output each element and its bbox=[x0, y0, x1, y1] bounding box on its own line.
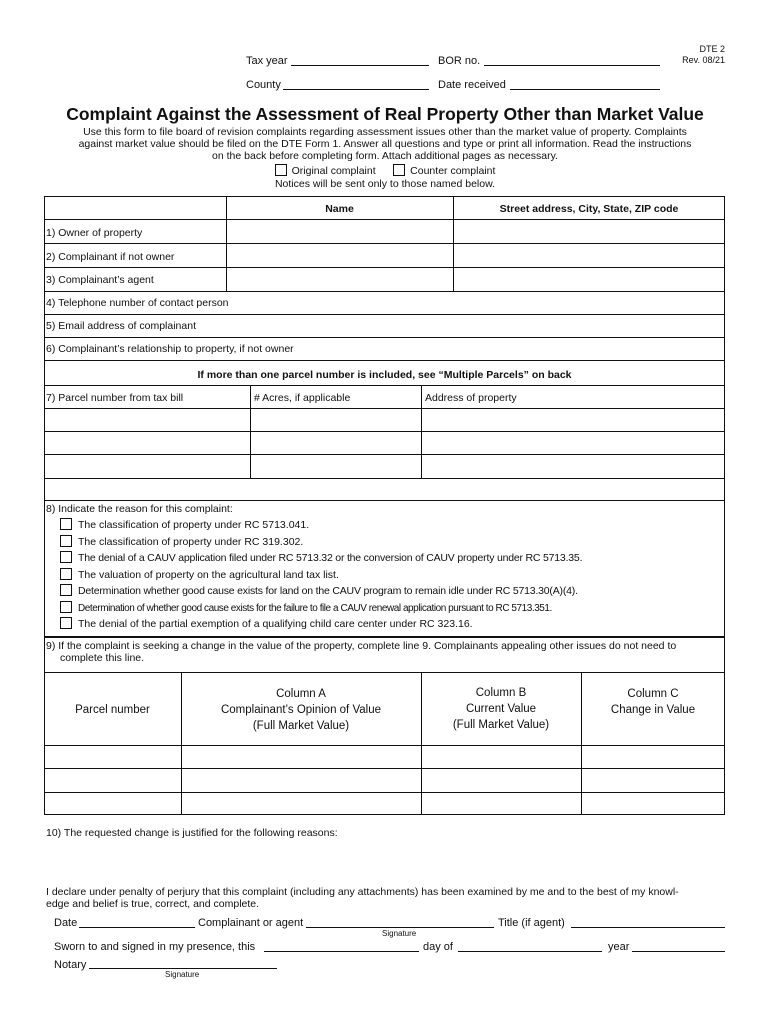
county-label: County bbox=[246, 79, 281, 91]
reason-checkbox-2[interactable] bbox=[60, 535, 72, 547]
reason-checkbox-5[interactable] bbox=[60, 584, 72, 596]
sworn-month-field[interactable] bbox=[458, 951, 602, 952]
complainant-if-not-owner-label: 2) Complainant if not owner bbox=[46, 251, 175, 263]
multiple-parcels-banner: If more than one parcel number is included, see “Multiple Parcels” on back bbox=[197, 369, 572, 381]
reason-label: The classification of property under RC 319.302. bbox=[78, 536, 304, 548]
complaint-type-row bbox=[0, 164, 770, 177]
column-c-header bbox=[581, 686, 725, 718]
column-a-note: (Full Market Value) bbox=[252, 720, 350, 732]
title-field[interactable] bbox=[571, 927, 725, 928]
column-b-note: (Full Market Value) bbox=[452, 719, 550, 731]
reason-heading: 8) Indicate the reason for this complaint: bbox=[46, 503, 233, 515]
reason-item bbox=[60, 601, 552, 614]
form-id: DTE 2 bbox=[699, 44, 725, 54]
address-column-header: Street address, City, State, ZIP code bbox=[499, 203, 679, 215]
sworn-day-field[interactable] bbox=[264, 951, 419, 952]
owner-of-property-label: 1) Owner of property bbox=[46, 227, 143, 239]
day-of-label: day of bbox=[423, 941, 453, 953]
reason-checkbox-7[interactable] bbox=[60, 617, 72, 629]
justification-label: 10) The requested change is justified for the following reasons: bbox=[46, 827, 338, 839]
date-field[interactable] bbox=[79, 927, 195, 928]
agent-address-input[interactable] bbox=[454, 268, 724, 291]
instructions-line-2: against market value should be filed on the DTE Form 1. Answer all questions and type or print all information. Read the instructions bbox=[78, 138, 692, 150]
column-a-title: Column A bbox=[276, 688, 326, 700]
value-row-3[interactable] bbox=[45, 793, 724, 814]
date-received-label: Date received bbox=[438, 79, 506, 91]
year-label: year bbox=[608, 941, 630, 953]
value-row-2[interactable] bbox=[45, 769, 724, 791]
email-input[interactable] bbox=[215, 315, 724, 337]
parcel-row-3[interactable] bbox=[45, 455, 250, 477]
reason-checkbox-1[interactable] bbox=[60, 518, 72, 530]
reason-item bbox=[60, 584, 578, 597]
parcel-row-1[interactable] bbox=[45, 409, 250, 431]
relationship-input[interactable] bbox=[320, 338, 724, 360]
reason-label: The classification of property under RC 5713.041. bbox=[78, 519, 310, 531]
column-c-subtitle: Change in Value bbox=[610, 704, 696, 716]
justification-input[interactable] bbox=[46, 842, 724, 882]
agent-name-input[interactable] bbox=[227, 268, 453, 291]
reason-item bbox=[60, 568, 339, 581]
signature-caption: Signature bbox=[382, 929, 417, 938]
reason-item bbox=[60, 518, 309, 531]
form-reference bbox=[650, 44, 725, 66]
column-a-subtitle: Complainant’s Opinion of Value bbox=[220, 704, 382, 716]
bor-no-field[interactable] bbox=[484, 65, 660, 66]
property-address-header: Address of property bbox=[425, 392, 517, 404]
declaration-line-2: edge and belief is true, correct, and complete. bbox=[46, 898, 260, 910]
form-revision: Rev. 08/21 bbox=[682, 55, 725, 65]
sworn-label: Sworn to and signed in my presence, this bbox=[54, 941, 256, 953]
notary-label: Notary bbox=[54, 959, 87, 971]
original-complaint-label: Original complaint bbox=[291, 165, 376, 177]
reason-label: The denial of the partial exemption of a qualifying child care center under RC 323.16. bbox=[78, 618, 473, 630]
county-field[interactable] bbox=[283, 89, 429, 90]
column-b-subtitle: Current Value bbox=[465, 703, 537, 715]
bor-no-label: BOR no. bbox=[438, 55, 481, 67]
column-b-title: Column B bbox=[475, 687, 527, 699]
email-label: 5) Email address of complainant bbox=[46, 320, 196, 332]
telephone-label: 4) Telephone number of contact person bbox=[46, 297, 229, 309]
reason-label: The valuation of property on the agricultural land tax list. bbox=[78, 569, 339, 581]
column-b-header bbox=[421, 685, 581, 733]
date-received-field[interactable] bbox=[510, 89, 660, 90]
reason-checkbox-4[interactable] bbox=[60, 568, 72, 580]
tax-year-field[interactable] bbox=[291, 65, 429, 66]
relationship-label: 6) Complainant’s relationship to property, if not owner bbox=[46, 343, 294, 355]
tax-year-label: Tax year bbox=[246, 55, 288, 67]
reason-item bbox=[60, 535, 303, 548]
parcel-row-2[interactable] bbox=[45, 432, 250, 454]
instructions-line-3: on the back before completing form. Attach additional pages as necessary. bbox=[212, 150, 558, 162]
value-row-1[interactable] bbox=[45, 746, 724, 768]
reason-label: Determination whether good cause exists for land on the CAUV program to remain idle under RC 5713.30(A)(4). bbox=[78, 585, 578, 597]
declaration-line-1: I declare under penalty of perjury that this complaint (including any attachments) has been examined by me and to the best of my knowl- bbox=[46, 886, 679, 898]
title-if-agent-label: Title (if agent) bbox=[498, 917, 565, 929]
owner-name-input[interactable] bbox=[227, 220, 453, 243]
reason-label: Determination of whether good cause exists for the failure to file a CAUV renewal application pursuant to RC 5713.351. bbox=[78, 603, 552, 614]
form-instructions bbox=[40, 126, 730, 162]
value-change-instructions bbox=[46, 640, 676, 664]
complainant-address-input[interactable] bbox=[454, 244, 724, 267]
column-c-title: Column C bbox=[627, 688, 679, 700]
complainant-agent-label: 3) Complainant’s agent bbox=[46, 274, 154, 286]
parcel-number-header: 7) Parcel number from tax bill bbox=[46, 392, 184, 404]
parcel-number-column-header: Parcel number bbox=[75, 704, 150, 716]
complainant-name-input[interactable] bbox=[227, 244, 453, 267]
reason-checkbox-3[interactable] bbox=[60, 551, 72, 563]
notice-text: Notices will be sent only to those named below. bbox=[274, 178, 496, 190]
value-change-line-1: 9) If the complaint is seeking a change in the value of the property, complete line 9. Complainants appealing other issues do not need to bbox=[46, 640, 677, 652]
complainant-agent-sign-label: Complainant or agent bbox=[198, 917, 304, 929]
declaration-text bbox=[46, 886, 679, 910]
instructions-line-1: Use this form to file board of revision complaints regarding assessment issues other than the market value of property. Complaints bbox=[83, 126, 687, 138]
counter-complaint-checkbox[interactable] bbox=[393, 164, 405, 176]
original-complaint-checkbox[interactable] bbox=[275, 164, 287, 176]
reason-item bbox=[60, 617, 473, 630]
counter-complaint-label: Counter complaint bbox=[410, 165, 496, 177]
column-a-header bbox=[181, 686, 421, 734]
name-column-header: Name bbox=[325, 203, 354, 215]
reason-label: The denial of a CAUV application filed under RC 5713.32 or the conversion of CAUV property under RC 5713.35. bbox=[78, 552, 583, 564]
date-label: Date bbox=[54, 917, 78, 929]
sworn-year-field[interactable] bbox=[632, 951, 725, 952]
value-change-line-2: complete this line. bbox=[60, 652, 145, 664]
notary-signature-caption: Signature bbox=[165, 970, 200, 979]
owner-address-input[interactable] bbox=[454, 220, 724, 243]
acres-header: # Acres, if applicable bbox=[254, 392, 351, 404]
telephone-input[interactable] bbox=[250, 292, 724, 314]
form-title: Complaint Against the Assessment of Real Property Other than Market Value bbox=[66, 104, 704, 124]
reason-item bbox=[60, 551, 582, 564]
complainant-signature-field[interactable] bbox=[306, 927, 494, 928]
reason-checkbox-6[interactable] bbox=[60, 601, 72, 613]
notary-signature-field[interactable] bbox=[89, 968, 277, 969]
